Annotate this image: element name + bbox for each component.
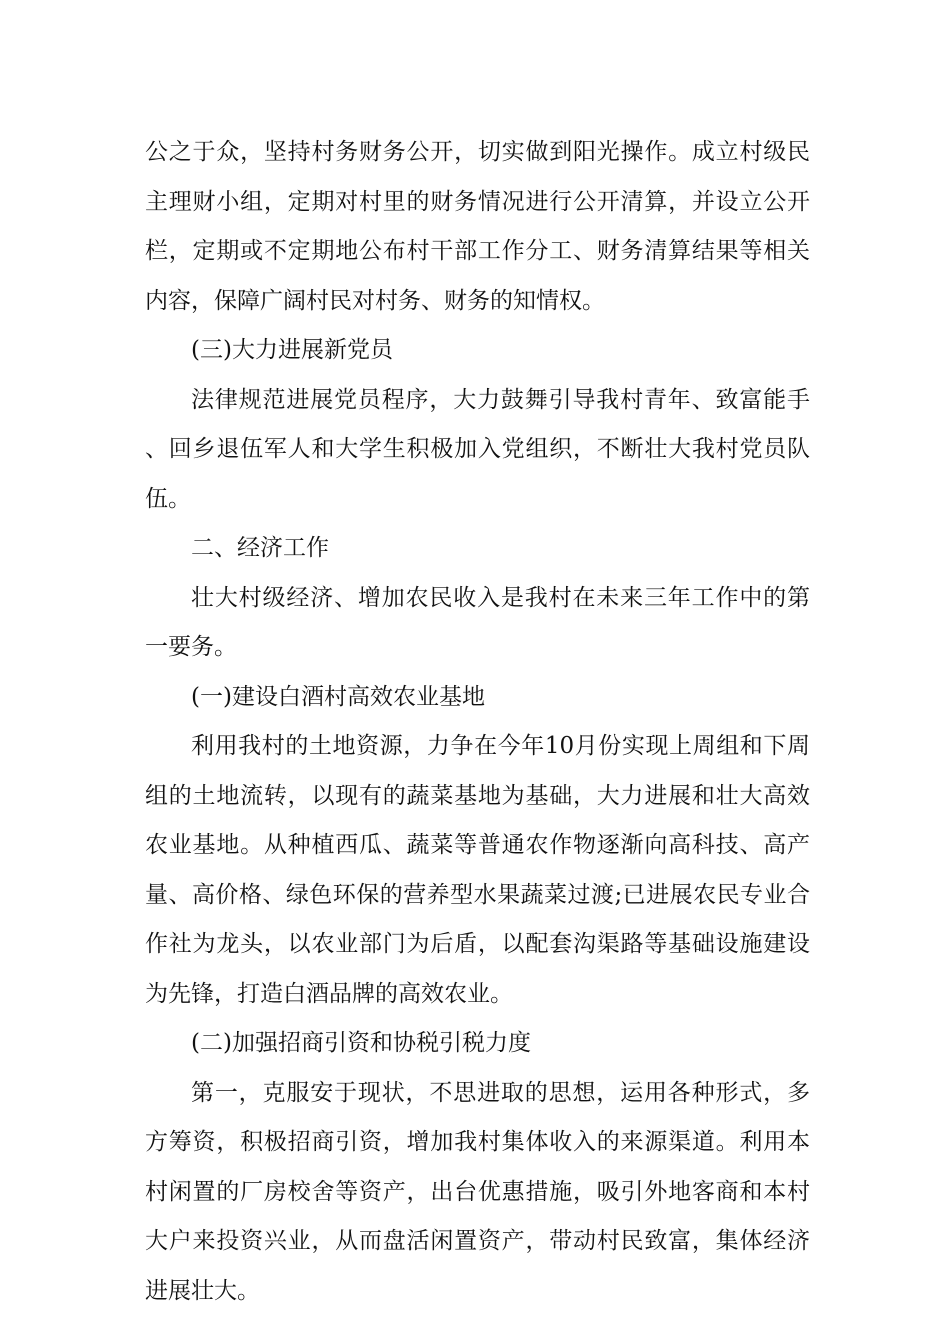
heading-economic-work: 二、经济工作 <box>191 535 329 561</box>
document-body <box>145 128 810 1316</box>
paragraph-economy-priority: 壮大村级经济、增加农民收入是我村在未来三年工作中的第一要务。 <box>145 584 810 660</box>
paragraph-agriculture-base: 利用我村的土地资源，力争在今年10月份实现上周组和下周组的土地流转，以现有的蔬菜基地为基础，大力进展和壮大高效农业基地。从种植西瓜、蔬菜等普通农作物逐渐向高科技、高产量、高价格、绿色环保的营养型水果蔬菜过渡;已进展农民专业合作社为龙头，以农业部门为后盾，以配套沟渠路等基础设施建设为先锋，打造白酒品牌的高效农业。 <box>145 733 810 1007</box>
paragraph-member-recruitment: 法律规范进展党员程序，大力鼓舞引导我村青年、致富能手、回乡退伍军人和大学生积极加入党组织，不断壮大我村党员队伍。 <box>145 386 810 512</box>
heading-investment-tax: (二)加强招商引资和协税引税力度 <box>191 1030 531 1056</box>
heading-develop-new-members: (三)大力进展新党员 <box>191 337 393 363</box>
paragraph-investment-tax: 第一，克服安于现状，不思进取的思想，运用各种形式，多方筹资，积极招商引资，增加我村集体收入的来源渠道。利用本村闲置的厂房校舍等资产，出台优惠措施，吸引外地客商和本村大户来投资兴业，从而盘活闲置资产，带动村民致富，集体经济进展壮大。 <box>145 1079 810 1304</box>
heading-agriculture-base: (一)建设白酒村高效农业基地 <box>191 683 485 710</box>
paragraph-financial-disclosure: 公之于众，坚持村务财务公开，切实做到阳光操作。成立村级民主理财小组，定期对村里的财务情况进行公开清算，并设立公开栏，定期或不定期地公布村干部工作分工、财务清算结果等相关内容，保障广阔村民对村务、财务的知情权。 <box>145 139 810 314</box>
